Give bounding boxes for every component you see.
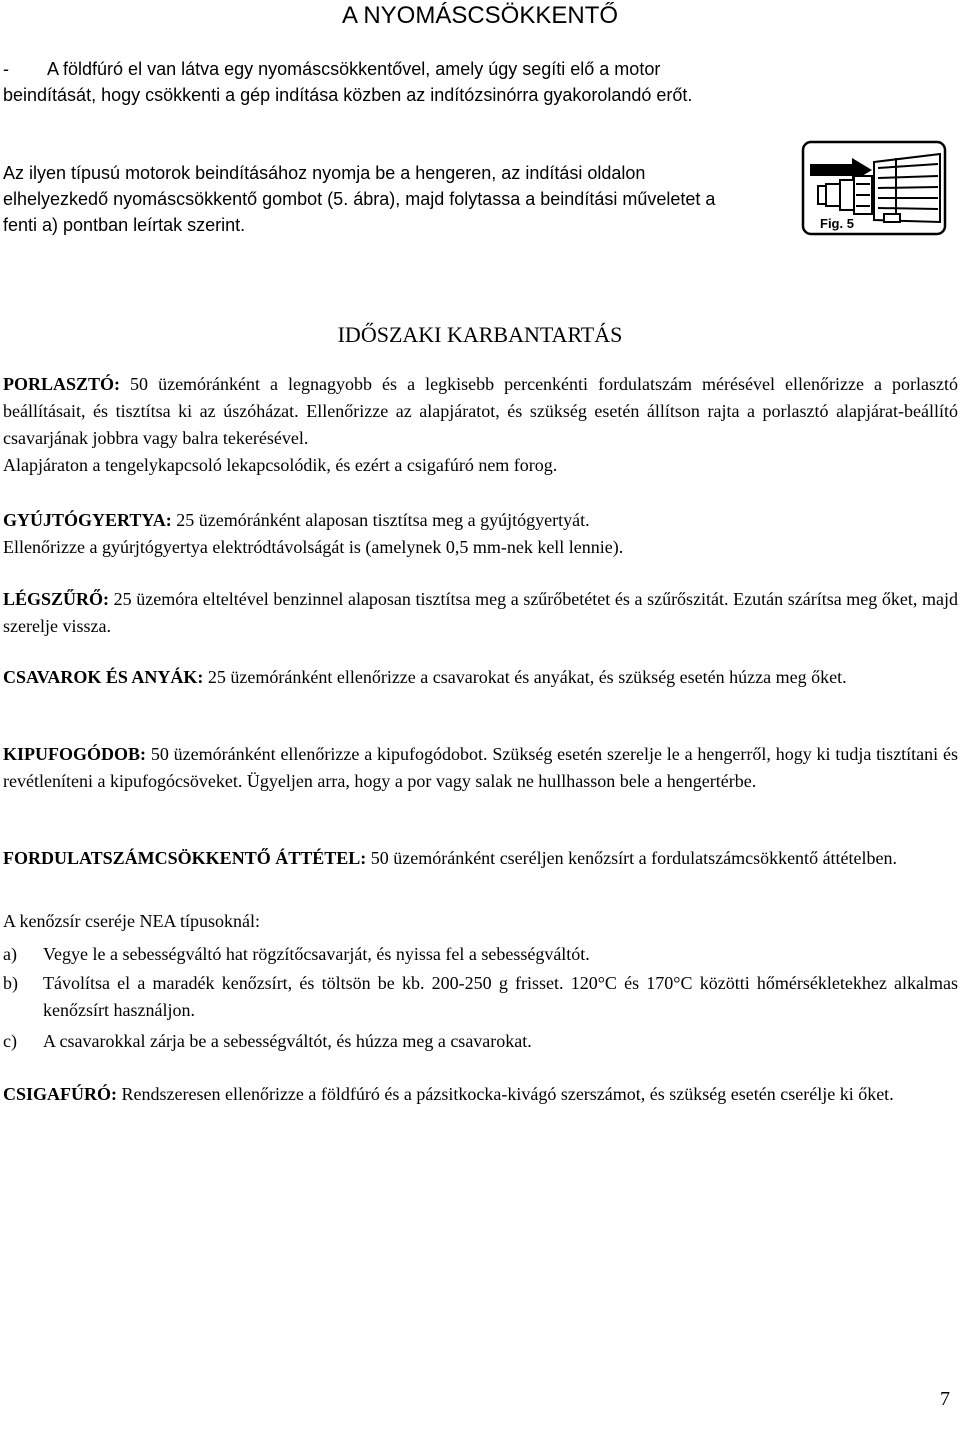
grease-intro: A kenőzsír cseréje NEA típusoknál: <box>3 911 260 931</box>
carburetor-text: 50 üzemóránként a legnagyobb és a legkisebb percenkénti fordulatszám mérésével ellenőrizze a porlasztó beállításait, és tisztítsa ki az úszóházat. Ellenőrizze az alapjáratot, és szükség esetén állítson rajta a porlasztó alapjárat-beállító csavarjának jobbra vagy balra tekerésével. <box>3 374 958 448</box>
list-item <box>3 941 958 968</box>
muffler-text: 50 üzemóránként ellenőrizze a kipufogódobot. Szükség esetén szerelje le a hengerről, hogy ki tudja tisztítani és revétleníteni a kipufogócsöveket. Ügyeljen arra, hogy a por vagy salak ne hullhasson bele a hengertérbe. <box>3 744 958 791</box>
list-item-text: A csavarokkal zárja be a sebességváltót, és húzza meg a csavarokat. <box>43 1031 532 1051</box>
air-filter-paragraph <box>3 586 958 640</box>
list-item-text: Távolítsa el a maradék kenőzsírt, és töltsön be kb. 200-250 g frisset. 120°C és 170°C közötti hőmérsékletekhez alkalmas kenőzsírt használjon. <box>43 973 958 1020</box>
auger-text: Rendszeresen ellenőrizze a földfúró és a pázsitkocka-kivágó szerszámot, és szükség esetén cserélje ki őket. <box>117 1084 894 1104</box>
auger-paragraph <box>3 1081 958 1108</box>
page-title: A NYOMÁSCSÖKKENTŐ <box>341 2 619 29</box>
list-item-label: c) <box>3 1031 17 1051</box>
spark-plug-label: GYÚJTÓGYERTYA: <box>3 510 172 530</box>
air-filter-text: 25 üzemóra elteltével benzinnel alaposan tisztítsa meg a szűrőbetétet és a szűrőszitát. Ezután szárítsa meg őket, majd szerelje vissza. <box>3 589 958 636</box>
spark-plug-paragraph <box>3 507 958 534</box>
gearbox-text: 50 üzemóránként cseréljen kenőzsírt a fordulatszámcsökkentő áttételben. <box>366 848 898 868</box>
bolts-label: CSAVAROK ÉS ANYÁK: <box>3 667 204 687</box>
gearbox-label: FORDULATSZÁMCSÖKKENTŐ ÁTTÉTEL: <box>3 848 367 868</box>
carburetor-paragraph <box>3 371 958 452</box>
bolts-paragraph <box>3 664 958 691</box>
section-heading: IDŐSZAKI KARBANTARTÁS <box>337 322 623 347</box>
list-item-text: Vegye le a sebességváltó hat rögzítőcsavarját, és nyissa fel a sebességváltót. <box>43 944 590 964</box>
intro-text-1: A földfúró el van látva egy nyomáscsökkentővel, amely úgy segíti elő a motor beindítását, hogy csökkenti a gép indítása közben az indítózsinórra gyakorolandó erőt. <box>3 59 693 105</box>
air-filter-label: LÉGSZŰRŐ: <box>3 589 110 609</box>
pressure-release-button-illustration <box>800 140 948 236</box>
intro-paragraph-1 <box>3 56 733 108</box>
muffler-paragraph <box>3 741 958 795</box>
list-dash: - <box>3 59 9 79</box>
muffler-label: KIPUFOGÓDOB: <box>3 744 146 764</box>
list-item <box>3 1028 958 1055</box>
spark-plug-note: Ellenőrizze a gyúrjtógyertya elektródtávolságát is (amelynek 0,5 mm-nek kell lennie). <box>3 537 624 557</box>
carburetor-note: Alapjáraton a tengelykapcsoló lekapcsolódik, és ezért a csigafúró nem forog. <box>3 455 558 475</box>
figure-5 <box>800 140 948 236</box>
figure-caption: Fig. 5 <box>820 216 854 231</box>
auger-label: CSIGAFÚRÓ: <box>3 1084 118 1104</box>
spark-plug-text: 25 üzemóránként alaposan tisztítsa meg a gyújtógyertyát. <box>171 510 590 530</box>
bolts-text: 25 üzemóránként ellenőrizze a csavarokat és anyákat, és szükség esetén húzza meg őket. <box>203 667 847 687</box>
list-item-label: a) <box>3 944 17 964</box>
page-number: 7 <box>940 1388 950 1410</box>
intro-paragraph-2: Az ilyen típusú motorok beindításához nyomja be a hengeren, az indítási oldalon elhelyezkedő nyomáscsökkentő gombot (5. ábra), majd folytassa a beindítási műveletet a fenti a) pontban leírtak szerint. <box>3 163 716 235</box>
list-item-label: b) <box>3 973 18 993</box>
gearbox-paragraph <box>3 845 958 872</box>
list-item <box>3 970 958 1024</box>
carburetor-label: PORLASZTÓ: <box>3 374 121 394</box>
